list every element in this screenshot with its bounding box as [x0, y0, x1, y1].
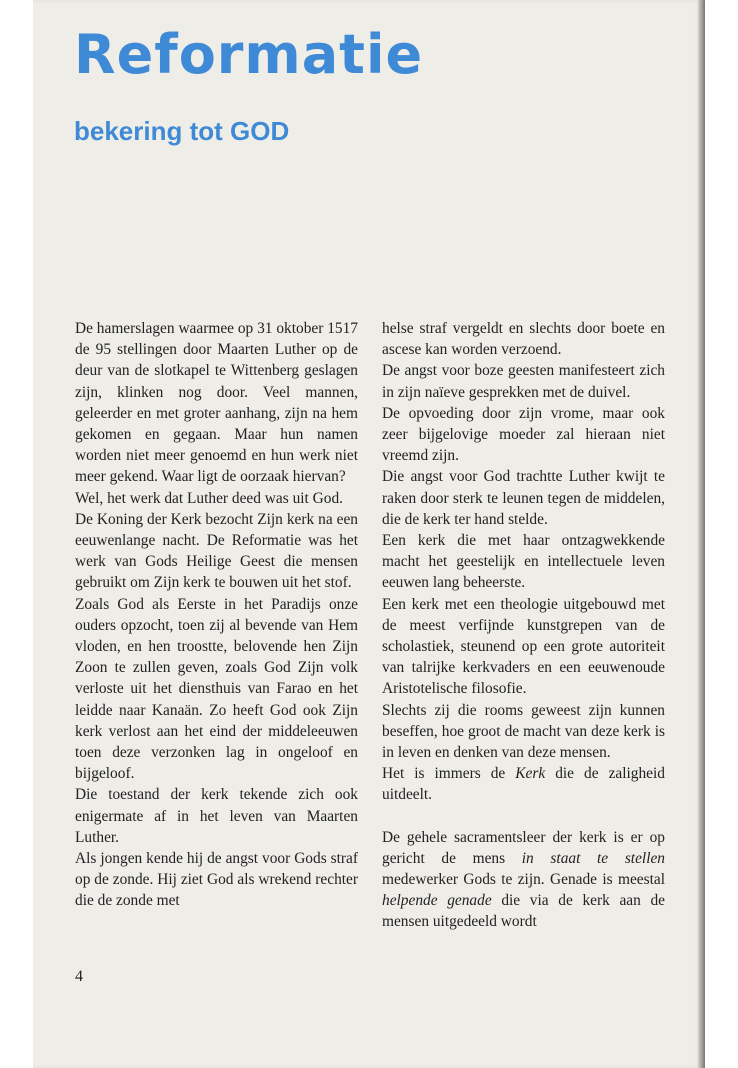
- left-column: [75, 318, 358, 912]
- page-number: 4: [75, 968, 83, 985]
- paragraph: helse straf vergeldt en slechts door boete en ascese kan worden verzoend.: [382, 320, 665, 359]
- paragraph: Een kerk die met haar ontzagwekkende macht het geestelijk en intellectuele leven eeuwen lang beheerste.: [382, 532, 665, 592]
- paragraph: Een kerk met een theologie uitgebouwd met de meest verfijnde kunstgrepen van de scholastiek, steunend op een grote autoriteit van talrijke kerkvaders en een eeuwenoude Aristotelische filosofie.: [382, 595, 665, 698]
- paragraph: Zoals God als Eerste in het Paradijs onze ouders opzocht, toen zij al bevende van Hem vloden, en hen troostte, belovende hen Zijn Zoon te zullen geven, zoals God Zijn volk verloste uit het diensthuis van Farao en het leidde naar Kanaän. Zo heeft God ook Zijn kerk verlost aan het eind der middeleeuwen toen deze verzonken lag in ongeloof en bijgeloof.: [75, 595, 358, 783]
- page-subtitle: bekering tot GOD: [74, 116, 290, 146]
- text-run: medewerker Gods te zijn. Genade is meestal: [382, 871, 665, 889]
- paragraph: Wel, het werk dat Luther deed was uit God.: [75, 489, 344, 507]
- right-column: [382, 318, 665, 933]
- text-run: die de zaligheid uitdeelt.: [382, 765, 665, 804]
- emphasis: in staat te stellen: [521, 849, 665, 867]
- emphasis: helpende genade: [382, 892, 492, 910]
- paragraph: Die angst voor God trachtte Luther kwijt te raken door sterk te leunen tegen de middelen, die de kerk ter hand stelde.: [382, 468, 665, 528]
- paragraph: De angst voor boze geesten manifesteert zich in zijn naïeve gesprekken met de duivel.: [382, 362, 665, 401]
- paragraph: Slechts zij die rooms geweest zijn kunnen beseffen, hoe groot de macht van deze kerk is in leven en denken van deze mensen.: [382, 701, 665, 762]
- paragraph: De opvoeding door zijn vrome, maar ook zeer bijgelovige moeder zal hieraan niet vreemd zijn.: [382, 404, 665, 465]
- paragraph: Als jongen kende hij de angst voor Gods straf op de zonde. Hij ziet God als wrekend rechter die de zonde met: [75, 850, 358, 910]
- page-edge: [698, 0, 705, 1068]
- emphasis: Kerk: [515, 765, 546, 783]
- paragraph: [382, 763, 665, 805]
- paragraph: Die toestand der kerk tekende zich ook enigermate af in het leven van Maarten Luther.: [75, 786, 358, 846]
- paragraph: De hamerslagen waarmee op 31 oktober 1517 de 95 stellingen door Maarten Luther op de deur van de slotkapel te Wittenberg geslagen zijn, klinken nog door. Veel mannen, geleerder en met groter aanhang, zijn na hem gekomen en gegaan. Maar hun namen worden niet meer genoemd en hun werk niet meer gekend. Waar ligt de oorzaak hiervan?: [75, 320, 358, 486]
- text-run: Het is immers de: [382, 765, 516, 783]
- paragraph: [382, 827, 665, 933]
- text-run: die via de kerk aan de mensen uitgedeeld wordt: [382, 892, 666, 931]
- text-run: De gehele sacramentsleer der kerk is er op gericht de mens: [382, 828, 665, 867]
- page-title: Reformatie: [74, 23, 424, 86]
- paragraph: De Koning der Kerk bezocht Zijn kerk na een eeuwenlange nacht. De Reformatie was het werk van Gods Heilige Geest die mensen gebruikt om Zijn kerk te bouwen uit het stof.: [75, 510, 358, 592]
